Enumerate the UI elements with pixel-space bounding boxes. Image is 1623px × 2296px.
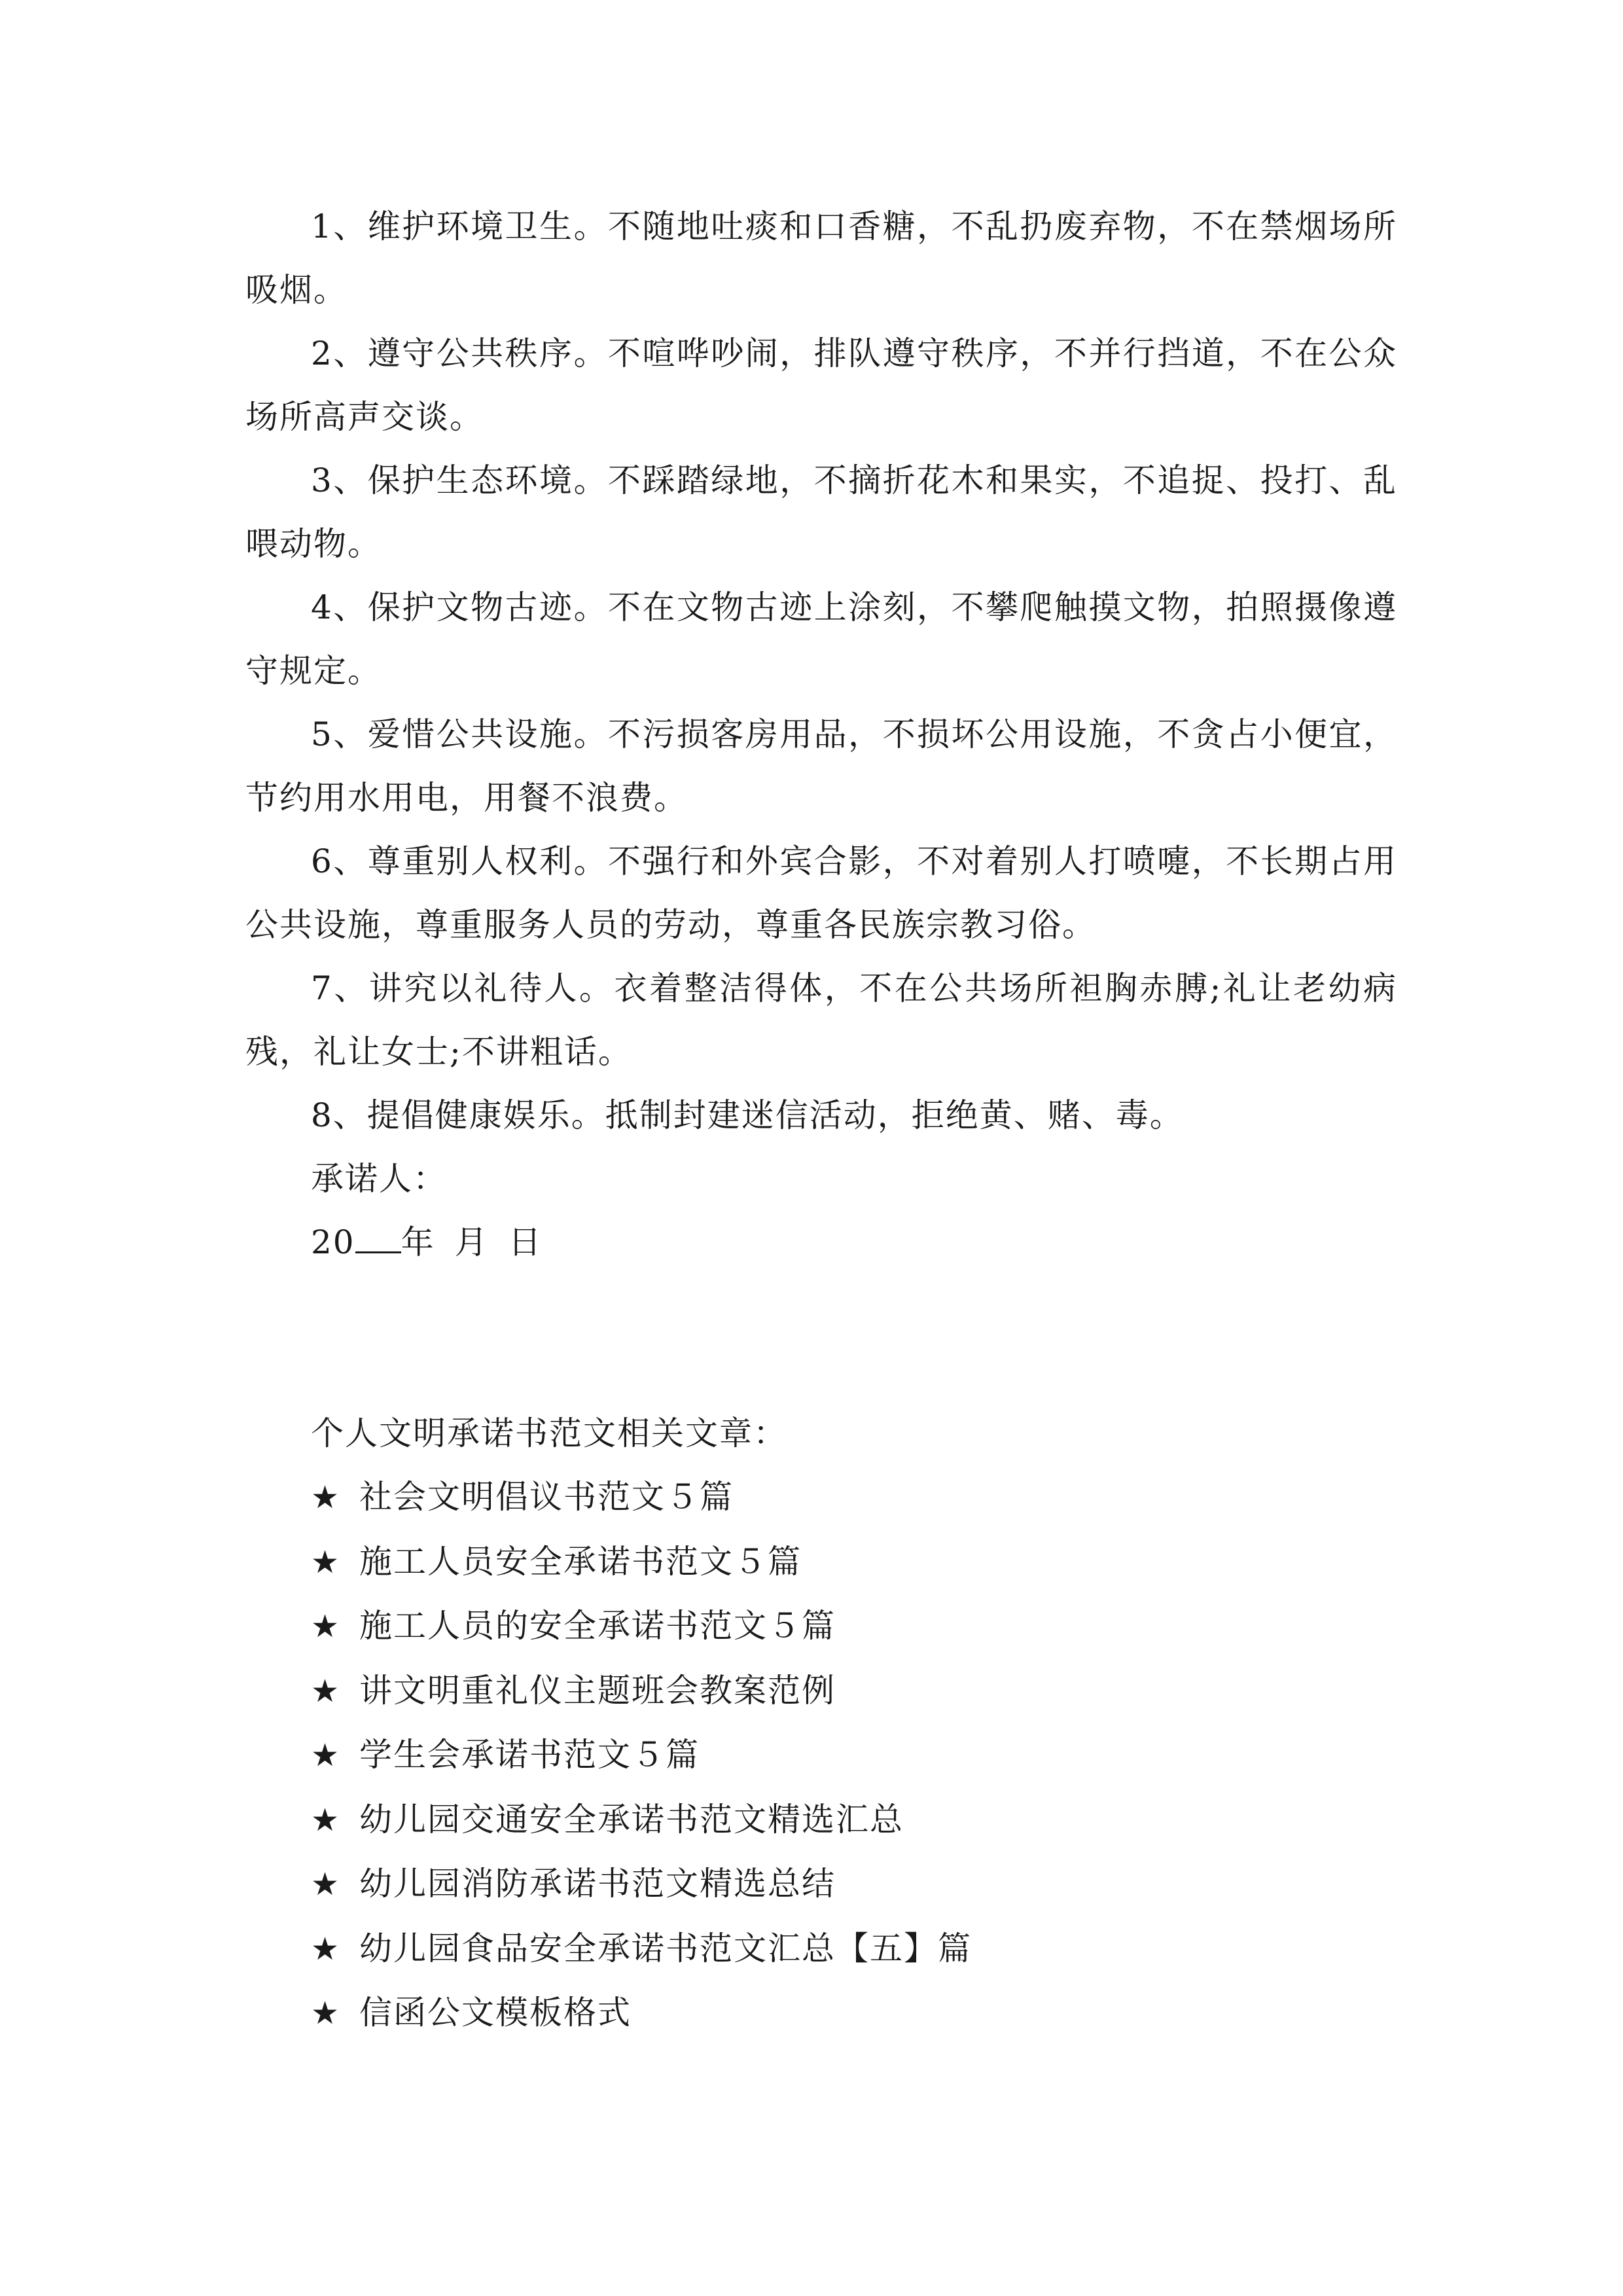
month-label: 月: [454, 1223, 489, 1261]
document-body: [245, 195, 1397, 2046]
related-article-title: 幼儿园交通安全承诺书范文精选汇总: [359, 1800, 904, 1839]
star-icon: ★: [311, 1930, 341, 1967]
related-article-title: 讲文明重礼仪主题班会教案范例: [359, 1671, 836, 1710]
star-icon: ★: [311, 1479, 341, 1516]
star-icon: ★: [311, 1995, 341, 2032]
related-article-title: 施工人员的安全承诺书范文５篇: [359, 1607, 836, 1645]
related-article-link[interactable]: [311, 1917, 1397, 1982]
related-article-link[interactable]: [311, 1530, 1397, 1595]
rule-paragraph: 7、讲究以礼待人。衣着整洁得体，不在公共场所袒胸赤膊;礼让老幼病残，礼让女士;不讲粗话。: [245, 969, 1397, 1071]
related-article-link[interactable]: [311, 1594, 1397, 1659]
rule-paragraph: 4、保护文物古迹。不在文物古迹上涂刻，不攀爬触摸文物，拍照摄像遵守规定。: [245, 588, 1397, 690]
year-label: 年: [401, 1223, 435, 1261]
related-article-title: 社会文明倡议书范文５篇: [359, 1478, 734, 1516]
related-article-link[interactable]: [311, 1659, 1397, 1724]
star-icon: ★: [311, 1672, 341, 1710]
related-article-link[interactable]: [311, 1788, 1397, 1853]
related-article-title: 学生会承诺书范文５篇: [359, 1736, 700, 1774]
related-articles: [245, 1402, 1397, 2046]
rule-paragraph: 2、遵守公共秩序。不喧哗吵闹，排队遵守秩序，不并行挡道，不在公众场所高声交谈。: [245, 334, 1397, 436]
star-icon: ★: [311, 1737, 341, 1774]
related-article-link[interactable]: [311, 1852, 1397, 1917]
star-icon: ★: [311, 1801, 341, 1839]
related-article-title: 幼儿园食品安全承诺书范文汇总【五】篇: [359, 1929, 972, 1967]
promisor-label: 承诺人：: [311, 1160, 447, 1198]
day-label: 日: [508, 1223, 543, 1261]
date-line: [245, 1211, 1397, 1274]
related-articles-list: [245, 1465, 1397, 2046]
star-icon: ★: [311, 1543, 341, 1581]
related-articles-title: 个人文明承诺书范文相关文章：: [311, 1414, 787, 1452]
year-blank: [355, 1225, 401, 1253]
related-article-link[interactable]: [311, 1981, 1397, 2046]
rule-paragraph: 5、爱惜公共设施。不污损客房用品，不损坏公用设施，不贪占小便宜，节约用水用电，用餐不浪费。: [245, 715, 1397, 817]
star-icon: ★: [311, 1608, 341, 1645]
related-article-title: 幼儿园消防承诺书范文精选总结: [359, 1865, 836, 1903]
related-article-title: 信函公文模板格式: [359, 1994, 632, 2032]
related-article-link[interactable]: [311, 1723, 1397, 1788]
star-icon: ★: [311, 1866, 341, 1903]
related-article-title: 施工人员安全承诺书范文５篇: [359, 1542, 802, 1581]
rule-paragraph: 6、尊重别人权利。不强行和外宾合影，不对着别人打喷嚏，不长期占用公共设施，尊重服务人员的劳动，尊重各民族宗教习俗。: [245, 842, 1397, 944]
rule-paragraph: 3、保护生态环境。不踩踏绿地，不摘折花木和果实，不追捉、投打、乱喂动物。: [245, 461, 1397, 563]
related-article-link[interactable]: [311, 1465, 1397, 1530]
year-prefix: 20: [311, 1223, 355, 1261]
rule-paragraph: 1、维护环境卫生。不随地吐痰和口香糖，不乱扔废弃物，不在禁烟场所吸烟。: [245, 207, 1397, 309]
rule-paragraph: 8、提倡健康娱乐。抵制封建迷信活动，拒绝黄、赌、毒。: [311, 1096, 1184, 1134]
